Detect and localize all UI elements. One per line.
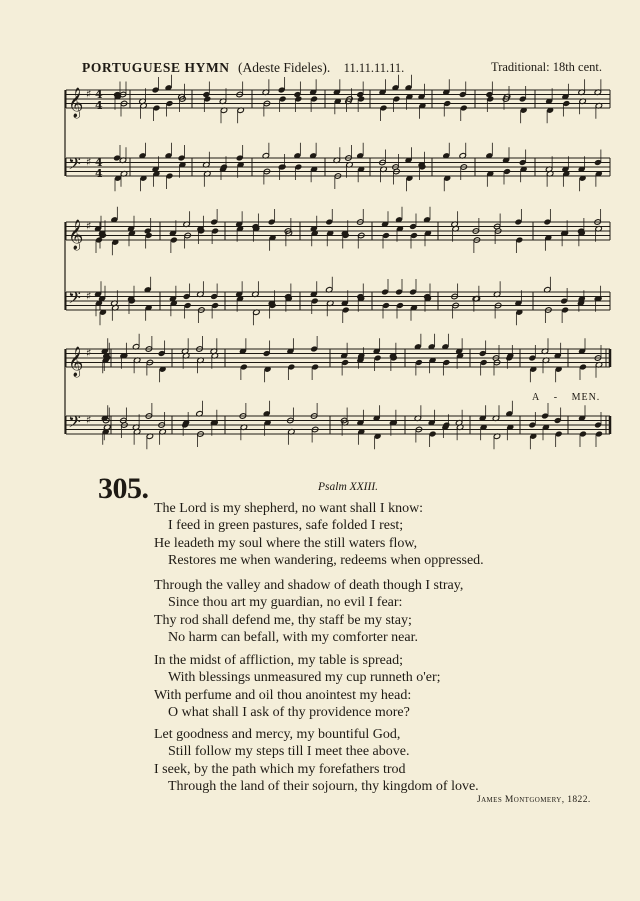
note-head xyxy=(342,307,349,313)
psalm-reference: Psalm XXIII. xyxy=(318,481,379,493)
treble-clef-icon: 𝄞 xyxy=(68,88,84,118)
hymn-number: 305. xyxy=(98,472,149,505)
tune-meter: 11.11.11.11. xyxy=(343,61,405,75)
note-head xyxy=(579,431,586,437)
note-head xyxy=(341,359,348,365)
verse-line: O what shall I ask of thy providence more? xyxy=(168,704,410,720)
note-head xyxy=(210,293,217,299)
note-head xyxy=(166,100,173,106)
time-signature-bottom: 4 xyxy=(95,99,103,112)
stanza-3 xyxy=(154,652,441,721)
note-head xyxy=(554,417,561,423)
verse-line: I feed in green pastures, safe folded I rest; xyxy=(168,518,404,534)
note-head xyxy=(409,289,416,295)
note-head xyxy=(515,219,522,225)
note-head xyxy=(311,364,318,370)
note-head xyxy=(459,91,466,97)
note-head xyxy=(415,359,422,365)
note-head xyxy=(396,302,403,308)
verse-line: With perfume and oil thou anointest my head: xyxy=(154,687,412,703)
note-head xyxy=(519,96,526,102)
treble-clef-icon: 𝄞 xyxy=(68,347,84,377)
sharp-icon: ♯ xyxy=(86,289,92,303)
note-head xyxy=(380,105,387,111)
sharp-icon: ♯ xyxy=(86,87,92,101)
note-head xyxy=(166,173,173,179)
note-head xyxy=(443,359,450,365)
author-credit: James Montgomery, 1822. xyxy=(477,795,591,805)
treble-clef-icon: 𝄞 xyxy=(68,220,84,250)
verse-line: Let goodness and mercy, my bountiful God, xyxy=(154,727,401,742)
note-head xyxy=(519,159,526,165)
note-head xyxy=(152,87,159,93)
note-head xyxy=(410,232,417,238)
note-head xyxy=(409,223,416,229)
note-head xyxy=(310,96,317,102)
verse-line: No harm can befall, with my comforter near. xyxy=(168,629,418,645)
note-head xyxy=(311,298,318,304)
note-head xyxy=(479,350,486,356)
sharp-icon: ♯ xyxy=(86,155,92,169)
note-head xyxy=(529,422,536,428)
sharp-icon: ♯ xyxy=(86,413,92,427)
note-head xyxy=(429,431,436,437)
note-head xyxy=(480,359,487,365)
verse-line: In the midst of affliction, my table is spread; xyxy=(154,653,403,668)
stanza-1 xyxy=(154,500,484,569)
time-signature-top: 4 xyxy=(95,88,103,101)
note-head xyxy=(395,289,402,295)
note-head xyxy=(460,105,467,111)
verse-line: Still follow my steps till I meet thee above. xyxy=(168,744,410,760)
note-head xyxy=(382,302,389,308)
note-head xyxy=(170,237,177,243)
note-head xyxy=(594,159,601,165)
note-head xyxy=(326,219,333,225)
note-head xyxy=(158,350,165,356)
amen-syllable: MEN. xyxy=(571,392,601,403)
verse-line: I seek, by the path which my forefathers trod xyxy=(154,761,406,777)
note-head xyxy=(211,228,218,234)
amen-lyric xyxy=(532,392,600,403)
verse-line: The Lord is my shepherd, no want shall I know: xyxy=(154,501,424,516)
note-head xyxy=(541,413,548,419)
note-head xyxy=(236,155,243,161)
bass-clef-icon: 𝄢 xyxy=(68,287,81,312)
tune-alternate-name: (Adeste Fideles). xyxy=(238,60,331,75)
stanza-2 xyxy=(154,577,463,646)
note-head xyxy=(560,298,567,304)
note-head xyxy=(268,219,275,225)
note-head xyxy=(516,237,523,243)
note-head xyxy=(178,155,185,161)
note-head xyxy=(310,346,317,352)
note-head xyxy=(240,364,247,370)
stanza-4 xyxy=(154,726,479,795)
note-head xyxy=(295,164,302,170)
note-head xyxy=(374,355,381,361)
tune-composer: Traditional: 18th cent. xyxy=(491,60,602,74)
note-head xyxy=(561,307,568,313)
note-head xyxy=(263,350,270,356)
note-head xyxy=(579,364,586,370)
note-head xyxy=(544,219,551,225)
verse-line: Through the land of their sojourn, thy kingdom of love. xyxy=(168,778,479,794)
time-signature-top: 4 xyxy=(95,156,103,169)
verse-line: Since thou art my guardian, no evil I fear: xyxy=(168,595,403,611)
verse-line: Restores me when wandering, redeems when oppressed. xyxy=(168,552,484,568)
sharp-icon: ♯ xyxy=(86,219,92,233)
note-head xyxy=(555,431,562,437)
verse-line: Through the valley and shadow of death though I stray, xyxy=(154,578,464,593)
note-head xyxy=(382,232,389,238)
note-head xyxy=(381,289,388,295)
amen-hyphen: - xyxy=(553,392,559,403)
verse-line: With blessings unmeasured my cup runneth o'er; xyxy=(168,670,441,686)
verse-line: He leadeth my soul where the still waters flow, xyxy=(154,535,418,551)
note-head xyxy=(288,364,295,370)
note-head xyxy=(594,422,601,428)
bass-clef-icon: 𝄢 xyxy=(68,153,81,178)
note-head xyxy=(183,293,190,299)
tune-name: PORTUGUESE HYMN xyxy=(82,60,230,75)
note-head xyxy=(595,431,602,437)
note-head xyxy=(393,96,400,102)
note-head xyxy=(529,355,536,361)
note-head xyxy=(444,100,451,106)
sharp-icon: ♯ xyxy=(86,346,92,360)
bass-clef-icon: 𝄢 xyxy=(68,411,81,436)
note-head xyxy=(211,302,218,308)
note-head xyxy=(278,87,285,93)
note-head xyxy=(503,168,510,174)
note-head xyxy=(563,100,570,106)
note-head xyxy=(279,96,286,102)
verse-line: Thy rod shall defend me, thy staff be my stay; xyxy=(154,612,412,628)
time-signature-bottom: 4 xyxy=(95,167,103,180)
amen-syllable: A xyxy=(532,392,541,403)
note-head xyxy=(184,302,191,308)
note-head xyxy=(210,219,217,225)
note-head xyxy=(153,105,160,111)
